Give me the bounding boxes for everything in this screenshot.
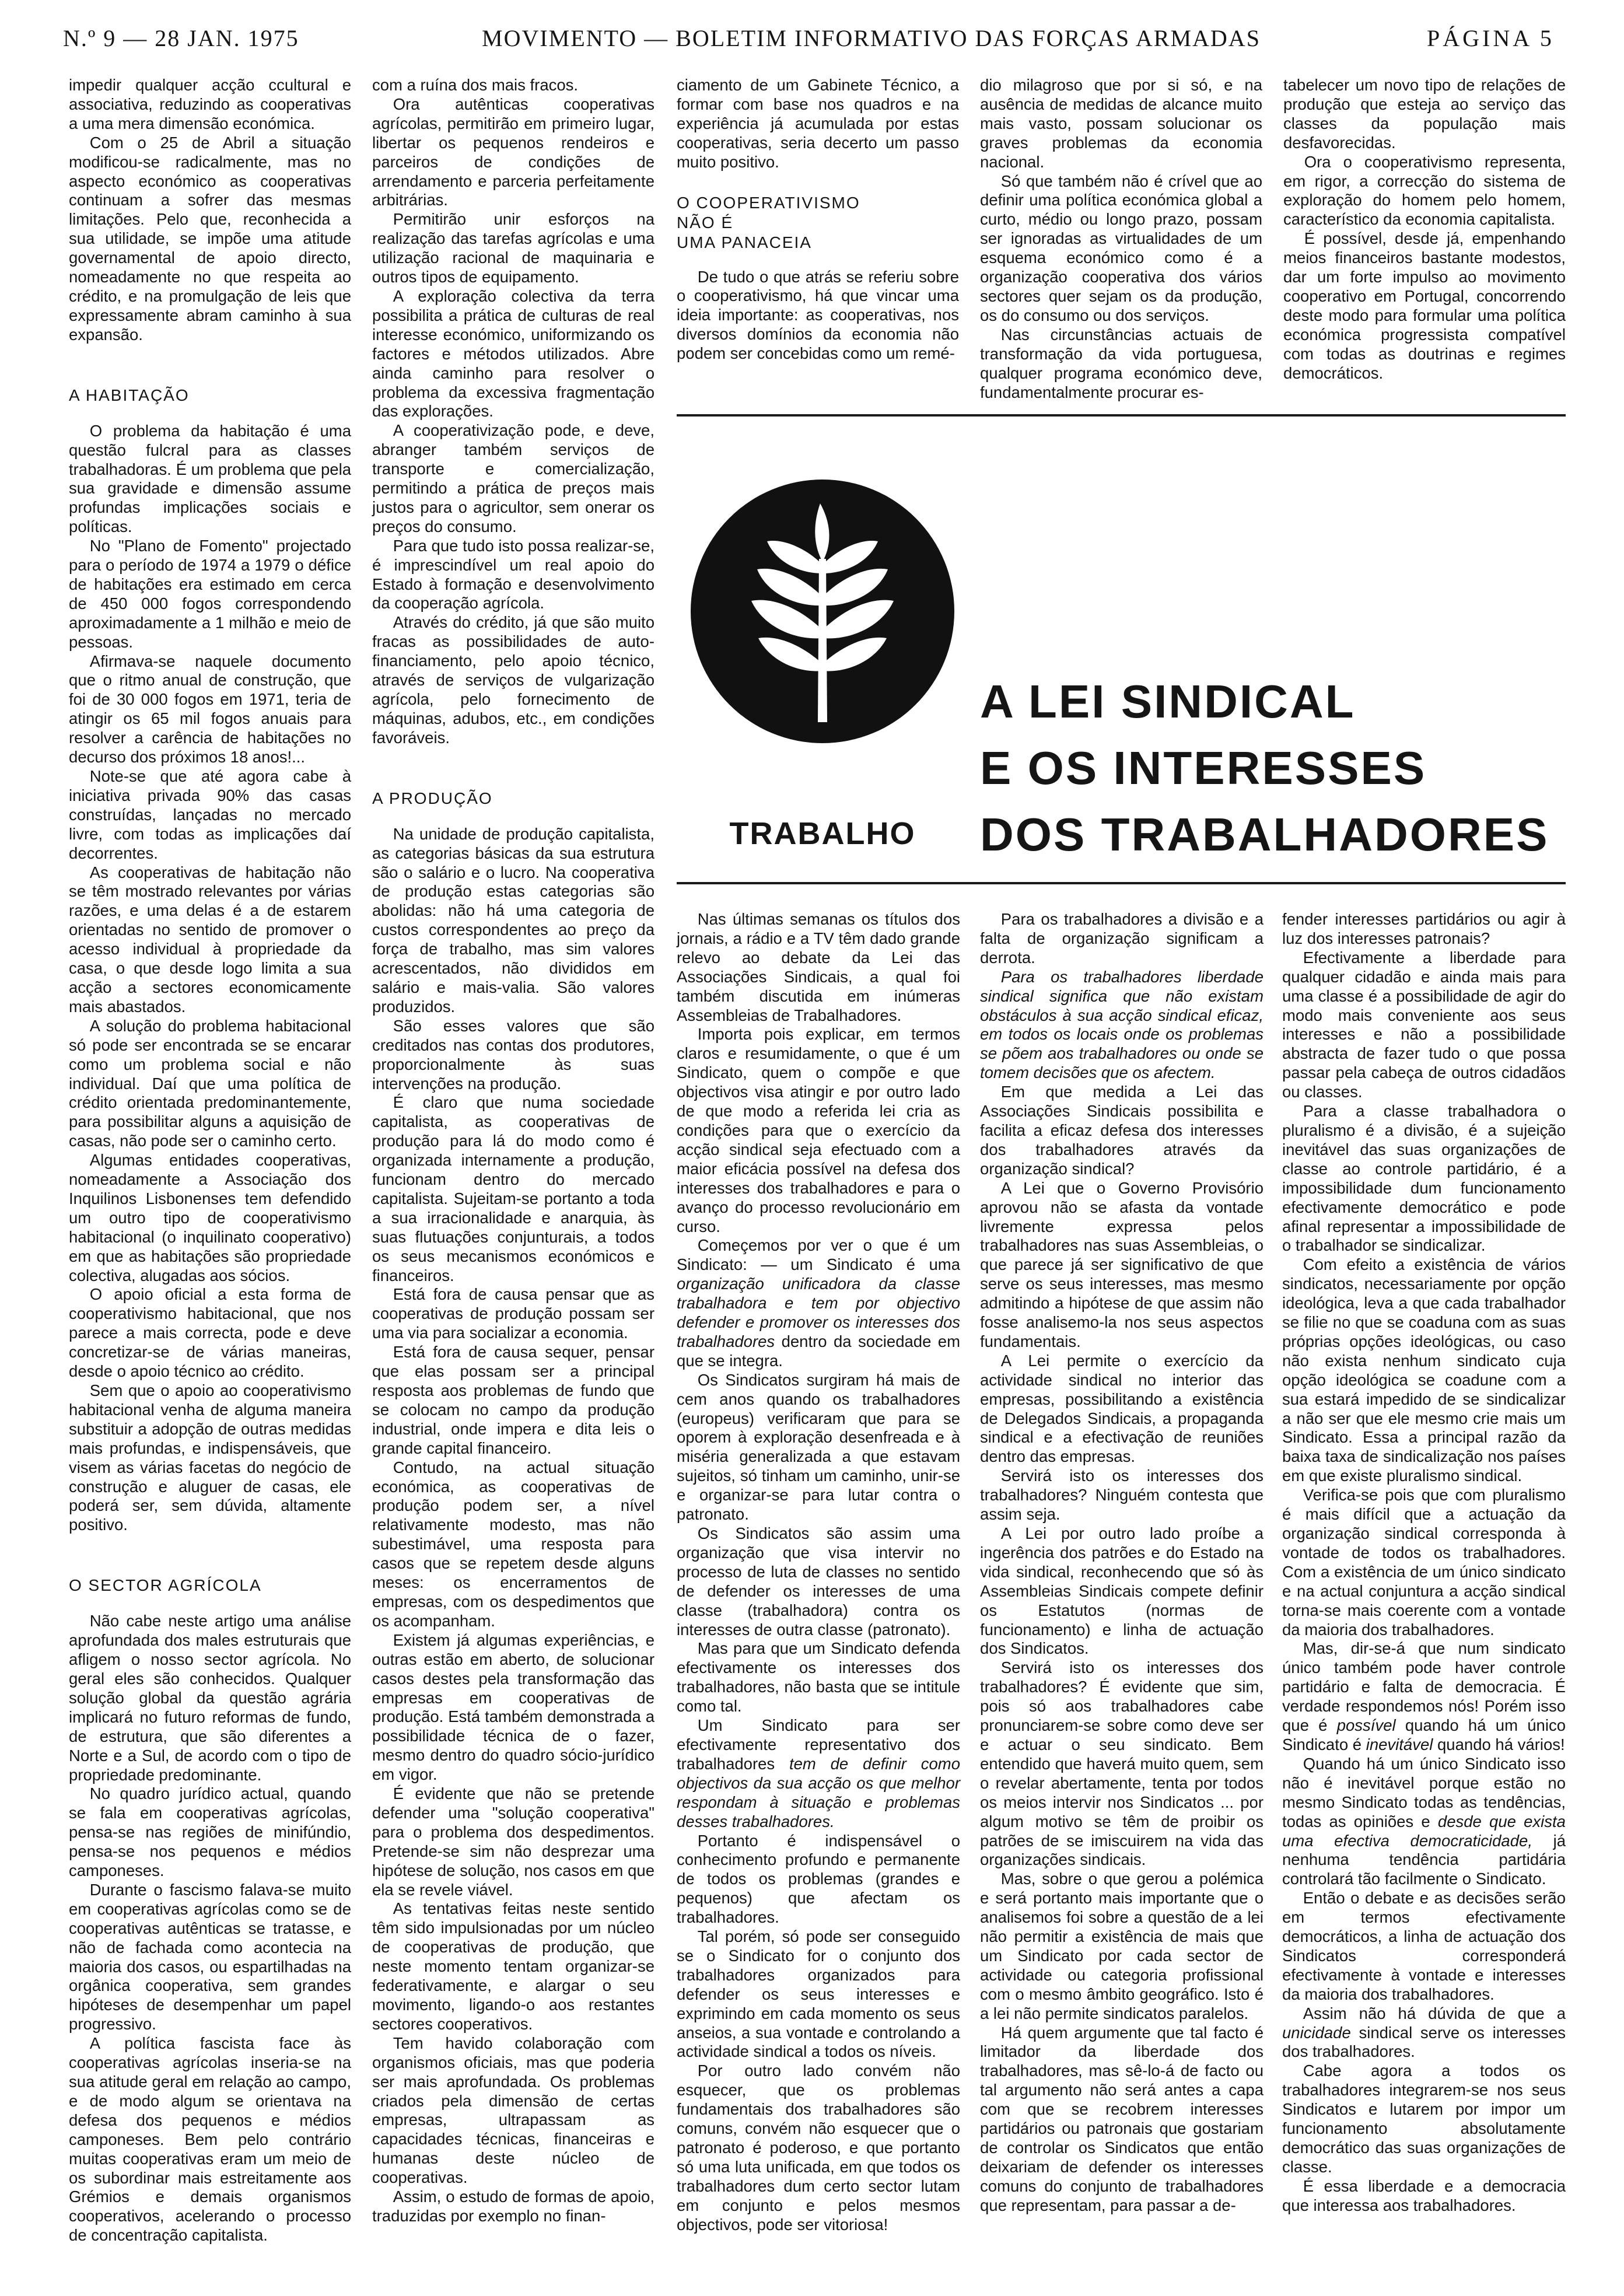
- paragraph: Só que também não é crível que ao definir uma política económica global a curto, médio ou longo prazo, possam ser ignoradas as virtualidades de um esquema económico como é a organização cooperativa dos vários sectores quer sejam os da produção, os do consumo ou dos serviços.: [980, 172, 1262, 324]
- paragraph: Note-se que até agora cabe à iniciativa privada 90% das casas construídas, lançadas no mercado livre, com todas as implicações daí decorrentes.: [69, 767, 351, 862]
- italic-run: unicidade: [1282, 2023, 1351, 2042]
- paragraph: Servirá isto os interesses dos trabalhadores? É evidente que sim, pois só aos trabalhadores cabe pronunciarem-se sobre como deve ser e actuar o seu sindicato. Bem entendido que haverá muito quem, sem o revelar abertamente, tenta por todos os meios intervir nos Sindicatos ... por algum motivo se têm de proibir os patrões de se imiscuirem na vida das organizações sindicais.: [980, 1658, 1264, 1869]
- paragraph: Mas para que um Sindicato defenda efectivamente os interesses dos trabalhadores, não basta que se intitule como tal.: [677, 1639, 960, 1716]
- paragraph: Ora autênticas cooperativas agrícolas, permitirão em primeiro lugar, libertar os pequenos rendeiros e parceiros de condições de arrendamento e parceria perfeitamente arbitrárias.: [372, 94, 654, 209]
- paragraph: Nas últimas semanas os títulos dos jornais, a rádio e a TV têm dado grande relevo ao debate da Lei das Associações Sindicais, a qual foi também discutida em inúmeras Assembleias de Trabalhadores.: [677, 910, 960, 1024]
- paragraph: Em que medida a Lei das Associações Sindicais possibilita e facilita a eficaz defesa dos interesses dos trabalhadores através da organização sindical?: [980, 1083, 1264, 1178]
- paragraph: Sem que o apoio ao cooperativismo habitacional venha de alguma maneira substituir a adopção de outras medidas mais profundas, e indispensáveis, que visem as várias facetas do negócio de construção e aluguer de casas, ele poderá ser, sem dúvida, altamente positivo.: [69, 1381, 351, 1534]
- paragraph: Assim, o estudo de formas de apoio, traduzidas por exemplo no finan-: [372, 2188, 654, 2225]
- paragraph: [677, 1716, 960, 1831]
- section-heading-producao: A PRODUÇÃO: [372, 789, 493, 807]
- paragraph: São esses valores que são creditados nas contas dos produtores, proporcionalmente às suas intervenções na produção.: [372, 1016, 654, 1093]
- paragraph: Está fora de causa pensar que as cooperativas de produção possam ser uma via para socializar a economia.: [372, 1285, 654, 1342]
- headline-rule: [677, 882, 1566, 884]
- column-3-top: [677, 76, 959, 391]
- paragraph: Contudo, na actual situação económica, as cooperativas de produção podem ser, a nível relativamente modesto, mas não subestimável, uma resposta para casos que se repetem desde alguns meses: os encerramentos de empresas, com os despedimentos que os acompanham.: [372, 1458, 654, 1630]
- italic-run: inevitável: [1366, 1735, 1433, 1754]
- paragraph: É evidente que não se pretende defender uma "solução cooperativa" para o problema dos despedimentos. Pretende-se sim não desprezar uma hipótese de solução, nos casos em que ela se revele viável.: [372, 1784, 654, 1899]
- paragraph: A solução do problema habitacional só pode ser encontrada se se encarar como um problema social e não individual. Daí que uma política de crédito orientada predominantemente, para possibilitar alguns a aquisição de casas, não pode ser o caminho certo.: [69, 1016, 351, 1150]
- paragraph: [677, 1236, 960, 1370]
- text-run: Um Sindicato para ser efectivamente representativo dos trabalhadores: [677, 1716, 960, 1773]
- article-column-1: [677, 910, 960, 2246]
- paragraph: Existem já algumas experiências, e outras estão em aberto, de solucionar casos destes pela transformação das empresas em cooperativas de produção. Está também demonstrada a possibilidade técnica de o fazer, mesmo dentro do quadro sócio-jurídico em vigor.: [372, 1630, 654, 1784]
- paragraph: No quadro jurídico actual, quando se fala em cooperativas agrícolas, pensa-se nas regiões de minifúndio, pensa-se nos pequenos e médios camponeses.: [69, 1784, 351, 1880]
- paragraph: Algumas entidades cooperativas, nomeadamente a Associação dos Inquilinos Lisbonenses tem defendido um outro tipo de cooperativismo habitacional (o inquilinato cooperativo) em que as habitações são propriedade colectiva, alugadas aos sócios.: [69, 1151, 351, 1284]
- paragraph: A política fascista face às cooperativas agrícolas inseria-se na sua atitude geral em relação ao campo, e de modo algum se orientava na defesa dos pequenos e médios camponeses. Bem pelo contrário muitas cooperativas eram um meio de os subordinar mais estreitamente aos Grémios e demais organismos cooperativos, acelerando o processo de concentração capitalista.: [69, 2034, 351, 2245]
- paragraph: ciamento de um Gabinete Técnico, a formar com base nos quadros e na experiência já acumulada por estas cooperativas, seria decerto um passo muito positivo.: [677, 76, 959, 171]
- headline-line-2: E OS INTERESSES: [980, 742, 1427, 794]
- paragraph: Há quem argumente que tal facto é limitador da liberdade dos trabalhadores, mas sê-lo-á de facto ou tal argumento não será antes a capa com que se recobrem interesses partidários ou patronais que gostariam de controlar os Sindicatos que então deixariam de defender os interesses comuns do conjunto de trabalhadores que representam, para passar a de-: [980, 2023, 1264, 2214]
- paragraph: Nas circunstâncias actuais de transformação da vida portuguesa, qualquer programa económico deve, fundamentalmente procurar es-: [980, 325, 1262, 401]
- paragraph: O problema da habitação é uma questão fulcral para as classes trabalhadoras. É um problema que pela sua gravidade e dimensão assume profundas implicações sociais e políticas.: [69, 421, 351, 536]
- paragraph: A cooperativização pode, e deve, abranger também serviços de transporte e comercialização, permitindo a prática de preços mais justos para o agricultor, sem onerar os preços do consumo.: [372, 421, 654, 536]
- heading-line: NÃO É: [677, 213, 734, 232]
- heading-line: UMA PANACEIA: [677, 233, 812, 251]
- heading-line: O COOPERATIVISMO: [677, 193, 860, 212]
- paragraph: Então o debate e as decisões serão em termos efectivamente democráticos, a linha de actuação dos Sindicatos corresponderá efectivamente à vontade e interesses da maioria dos trabalhadores.: [1282, 1889, 1566, 2003]
- paragraph: De tudo o que atrás se referiu sobre o cooperativismo, há que vincar uma ideia importante: as cooperativas, nos diversos domínios da economia não podem ser concebidas como um remé-: [677, 267, 959, 363]
- page-number: PÁGINA 5: [1427, 25, 1555, 51]
- article-column-2: [980, 910, 1264, 2246]
- paragraph: [1282, 1755, 1566, 1889]
- paragraph: impedir qualquer acção ccultural e associativa, reduzindo as cooperativas a uma mera dimensão económica.: [69, 76, 351, 132]
- column-1: [69, 76, 351, 2246]
- paragraph: Os Sindicatos surgiram há mais de cem anos quando os trabalhadores (europeus) verificaram que para se oporem à exploração desenfreada e à miséria generalizada a que estavam sujeitos, só tinham um caminho, unir-se e organizar-se para lutar contra o patronato.: [677, 1370, 960, 1524]
- paragraph: Não cabe neste artigo uma análise aprofundada dos males estruturais que afligem o nosso sector agrícola. No geral eles são conhecidos. Qualquer solução global da questão agrária implicará no futuro reformas de fundo, de estrutura, que são diferentes a Norte e a Sul, de acordo com o tipo de propriedade predominante.: [69, 1612, 351, 1784]
- paragraph: dio milagroso que por si só, e na ausência de medidas de alcance muito mais vasto, possam solucionar os graves problemas da economia nacional.: [980, 76, 1262, 171]
- paragraph: É claro que numa sociedade capitalista, as cooperativas de produção para lá do modo como é organizada internamente a produção, funcionam dentro do mercado capitalista. Sujeitam-se portanto a toda a sua irracionalidade e anarquia, às suas flutuações conjunturais, a todos os seus mecanismos económicos e financeiros.: [372, 1093, 654, 1284]
- text-run: quando há vários!: [1433, 1735, 1565, 1754]
- section-heading-sector-agricola: O SECTOR AGRÍCOLA: [69, 1576, 262, 1595]
- paragraph: [1282, 2004, 1566, 2062]
- italic-run: possível: [1336, 1716, 1396, 1735]
- paragraph: Para os trabalhadores a divisão e a falta de organização significam a derrota.: [980, 910, 1264, 967]
- text-run: Mas, dir-se-á que num sindicato único também pode haver controle partidário e falta de democracia. É verdade respondemos nós! Porém isso que é: [1282, 1639, 1566, 1735]
- top-rule: [677, 414, 1566, 416]
- paragraph: Importa pois explicar, em termos claros e resumidamente, o que é um Sindicato, quem o compõe e que objectivos visa atingir e por outro lado de que modo a referida lei cria as condições para que o exercício da acção sindical seja efectuado com a maior eficácia possível na defesa dos interesses dos trabalhadores e para o avanço do processo revolucionário em curso.: [677, 1025, 960, 1236]
- text-run: Começemos por ver o que é um Sindicato: — um Sindicato é uma: [677, 1236, 960, 1274]
- column-4-top: [980, 76, 1262, 401]
- paragraph: É possível, desde já, empenhando meios financeiros bastante modestos, dar um forte impulso ao movimento cooperativo em Portugal, concorrendo deste modo para formular uma política económica progressista compatível com todas as doutrinas e regimes democráticos.: [1283, 229, 1566, 382]
- paragraph: [1282, 1639, 1566, 1754]
- paragraph: Permitirão unir esforços na realização das tarefas agrícolas e uma utilização racional de maquinaria e outros tipos de equipamento.: [372, 210, 654, 286]
- issue-date: N.º 9 — 28 JAN. 1975: [63, 25, 299, 51]
- paragraph: Servirá isto os interesses dos trabalhadores? Ninguém contesta que assim seja.: [980, 1466, 1264, 1524]
- paragraph: Para os trabalhadores liberdade sindical significa que não existam obstáculos à sua acção sindical eficaz, em todos os locais onde os problemas se põem aos trabalhadores ou onde se tomem decisões que os afectem.: [980, 967, 1264, 1082]
- paragraph: Com o 25 de Abril a situação modificou-se radicalmente, mas no aspecto económico as cooperativas continuam a sofrer das mesmas limitações. Pelo que, reconhecida a sua utilidade, se impõe uma atitude governamental de apoio directo, nomeadamente no que respeita ao crédito, e na promulgação de leis que expressamente abram caminho à sua expansão.: [69, 133, 351, 344]
- section-heading-panaceia: [677, 193, 959, 253]
- article-column-3: [1282, 910, 1566, 2246]
- paragraph: Tem havido colaboração com organismos oficiais, mas que poderia ser mais aprofundada. Os problemas criados pela dimensão de certas empresas, ultrapassam as capacidades técnicas, financeiras e humanas deste núcleo de cooperativas.: [372, 2034, 654, 2187]
- publication-title: MOVIMENTO — BOLETIM INFORMATIVO DAS FORÇAS ARMADAS: [482, 25, 1261, 51]
- paragraph: Ora o cooperativismo representa, em rigor, a correcção do sistema de exploração do homem pelo homem, característico da economia capitalista.: [1283, 152, 1566, 229]
- paragraph: Para a classe trabalhadora o pluralismo é a divisão, é a sujeição inevitável das suas organizações de classe ao controle partidário, é a impossibilidade dum funcionamento efectivamente democrático e pode afinal representar a impossibilidade de o trabalhador se sindicalizar.: [1282, 1102, 1566, 1255]
- paragraph: As tentativas feitas neste sentido têm sido impulsionadas por um núcleo de cooperativas de produção, que neste momento tentam organizar-se federativamente, e alargar o seu movimento, ligando-o aos restantes sectores cooperativos.: [372, 1899, 654, 2033]
- article-headline: [980, 668, 1563, 868]
- paragraph: A Lei que o Governo Provisório aprovou não se afasta da vontade livremente expressa pelos trabalhadores nas suas Assembleias, o que parece já ser significativo de que serve os seus interesses, mas mesmo admitindo a hipótese de que assim não fosse analisemo-la nos seus aspectos fundamentais.: [980, 1178, 1264, 1350]
- paragraph: Portanto é indispensável o conhecimento profundo e permanente de todos os problemas (grandes e pequenos) que afectam os trabalhadores.: [677, 1831, 960, 1927]
- text-run: já nenhuma tendência partidária controlará tão facilmente o Sindicato.: [1282, 1831, 1566, 1888]
- text-run: dentro da sociedade em que se integra.: [677, 1332, 960, 1370]
- paragraph: Por outro lado convém não esquecer, que os problemas fundamentais dos trabalhadores são comuns, convém não esquecer que o patronato é poderoso, e que portanto só uma luta unificada, em que todos os trabalhadores dum certo sector lutam em conjunto e pelos mesmos objectivos, pode ser vitoriosa!: [677, 2062, 960, 2234]
- page-header: [63, 24, 1580, 60]
- paragraph: tabelecer um novo tipo de relações de produção que esteja ao serviço das classes da população mais desfavorecidas.: [1283, 76, 1566, 152]
- paragraph: O apoio oficial a esta forma de cooperativismo habitacional, que nos parece a mais correcta, pode e deve concretizar-se de várias maneiras, desde o apoio técnico ao crédito.: [69, 1285, 351, 1381]
- text-run: sindical serve os interesses dos trabalhadores.: [1282, 2023, 1566, 2061]
- paragraph: A exploração colectiva da terra possibilita a prática de culturas de real interesse económico, uniformizando os factores e métodos utilizados. Abre ainda caminho para resolver o problema da excessiva fragmentação das explorações.: [372, 286, 654, 421]
- paragraph: Tal porém, só pode ser conseguido se o Sindicato for o conjunto dos trabalhadores organizados para defender os seus interesses e exprimindo em cada momento os seus anseios, a sua vontade e controlando a actividade sindical a todos os níveis.: [677, 1927, 960, 2061]
- italic-run: organização unificadora da classe trabalhadora e tem por objectivo defender e promover os interesses dos trabalhadores: [677, 1275, 960, 1350]
- paragraph: Os Sindicatos são assim uma organização que visa intervir no processo de luta de classes no sentido de defender os interesses de uma classe (trabalhadora) contra os interesses de outra classe (patronato).: [677, 1524, 960, 1639]
- paragraph: A Lei por outro lado proíbe a ingerência dos patrões e do Estado na vida sindical, reconhecendo que só às Assembleias Sindicais compete definir os Estatutos (normas de funcionamento) e linha de actuação dos Sindicatos.: [980, 1524, 1264, 1658]
- text-run: Assim não há dúvida de que a: [1303, 2004, 1566, 2022]
- paragraph: Verifica-se pois que com pluralismo é mais difícil que a actuação da organização sindical corresponda à vontade de todos os trabalhadores. Com a existência de um único sindicato e na actual conjuntura a acção sindical torna-se mais coerente com a vontade da maioria dos trabalhadores.: [1282, 1486, 1566, 1639]
- column-5-top: [1283, 76, 1566, 391]
- column-2: [372, 76, 654, 2246]
- text-run: quando há um único Sindicato é: [1282, 1716, 1566, 1754]
- paragraph: As cooperativas de habitação não se têm mostrado relevantes por várias razões, e uma delas é a de estarem orientadas no sentido de promover o acesso individual à propriedade da casa, o que desde logo limita a sua acção a sectores economicamente mais abastados.: [69, 863, 351, 1016]
- paragraph: Mas, sobre o que gerou a polémica e será portanto mais importante que o analisemos foi sobre a questão de a lei não permitir a existência de mais que um Sindicato por cada sector de actividade ou categoria profissional com o mesmo âmbito geográfico. Isto é a lei não permite sindicatos paralelos.: [980, 1870, 1264, 2022]
- paragraph: No "Plano de Fomento" projectado para o período de 1974 a 1979 o défice de habitações era estimado em cerca de 450 000 fogos correspondendo aproximadamente a 1 milhão e meio de pessoas.: [69, 537, 351, 651]
- italic-run: tem de definir como objectivos da sua acção os que melhor respondam à situação e problemas desses trabalhadores.: [677, 1754, 960, 1831]
- paragraph: Com efeito a existência de vários sindicatos, necessariamente por opção ideológica, leva a que cada trabalhador se filie no que se coaduna com as suas próprias opções ideológicas, ou caso não exista nenhum sindicato cuja opção ideológica se coadune com a sua estará impedido de se sindicalizar a não ser que ele mesmo crie mais um Sindicato. Essa a principal razão da baixa taxa de sindicalização nos países em que existe pluralismo sindical.: [1282, 1255, 1566, 1485]
- paragraph: com a ruína dos mais fracos.: [372, 76, 579, 94]
- paragraph: Na unidade de produção capitalista, as categorias básicas da sua estrutura são o salário e o lucro. Na cooperativa de produção estas categorias são abolidas: não há uma categoria de custos correspondentes ao preço da força de trabalho, mas sim valores acrescentados, não divididos em salário e mais-valia. São valores produzidos.: [372, 824, 654, 1016]
- paragraph: Afirmava-se naquele documento que o ritmo anual de construção, que foi de 30 000 fogos em 1971, teria de atingir os 65 mil fogos anuais para resolver a carência de habitações no decurso dos próximos 18 anos!...: [69, 652, 351, 766]
- text-run: Quando há um único Sindicato isso não é inevitável porque estão no mesmo Sindicato todas as tendências, todas as opiniões e: [1282, 1754, 1566, 1831]
- paragraph: Está fora de causa sequer, pensar que elas possam ser a principal resposta aos problemas de fundo que se colocam no campo da produção industrial, onde impera e dita leis o grande capital financeiro.: [372, 1343, 654, 1457]
- headline-line-3: DOS TRABALHADORES: [980, 808, 1549, 860]
- wheat-ear-icon: [688, 477, 957, 746]
- section-label: TRABALHO: [729, 816, 916, 851]
- paragraph: Para que tudo isto possa realizar-se, é imprescindível um real apoio do Estado à formação e desenvolvimento da cooperação agrícola.: [372, 536, 654, 612]
- paragraph: Durante o fascismo falava-se muito em cooperativas agrícolas como se de cooperativas autênticas se tratasse, e não de fachada como acontecia na maioria dos casos, ou espartilhadas na orgânica cooperativa, sem grandes hipóteses de desempenhar um papel progressivo.: [69, 1880, 351, 2034]
- paragraph: É essa liberdade e a democracia que interessa aos trabalhadores.: [1282, 2176, 1566, 2214]
- section-heading-habitacao: A HABITAÇÃO: [69, 386, 190, 404]
- paragraph: Efectivamente a liberdade para qualquer cidadão e ainda mais para uma classe é a possibilidade de agir do modo mais conveniente aos seus interesses e não a possibilidade abstracta de fazer tudo o que possa passar pela cabeça de outros cidadãos ou classes.: [1282, 948, 1566, 1101]
- paragraph: fender interesses partidários ou agir à luz dos interesses patronais?: [1282, 910, 1566, 947]
- paragraph: A Lei permite o exercício da actividade sindical no interior das empresas, possibilitando a existência de Delegados Sindicais, a propaganda sindical e a efectivação de reuniões dentro das empresas.: [980, 1351, 1264, 1466]
- paragraph: Através do crédito, já que são muito fracas as possibilidades de auto-financiamento, pelo apoio técnico, através de serviços de vulgarização agrícola, pelo fornecimento de máquinas, adubos, etc., em condições favoráveis.: [372, 613, 654, 747]
- headline-line-1: A LEI SINDICAL: [980, 676, 1356, 727]
- paragraph: Cabe agora a todos os trabalhadores integrarem-se nos seus Sindicatos e lutarem por impor um funcionamento absolutamente democrático das suas organizações de classe.: [1282, 2062, 1566, 2176]
- italic-run: desde que exista uma efectiva democraticidade,: [1282, 1812, 1566, 1850]
